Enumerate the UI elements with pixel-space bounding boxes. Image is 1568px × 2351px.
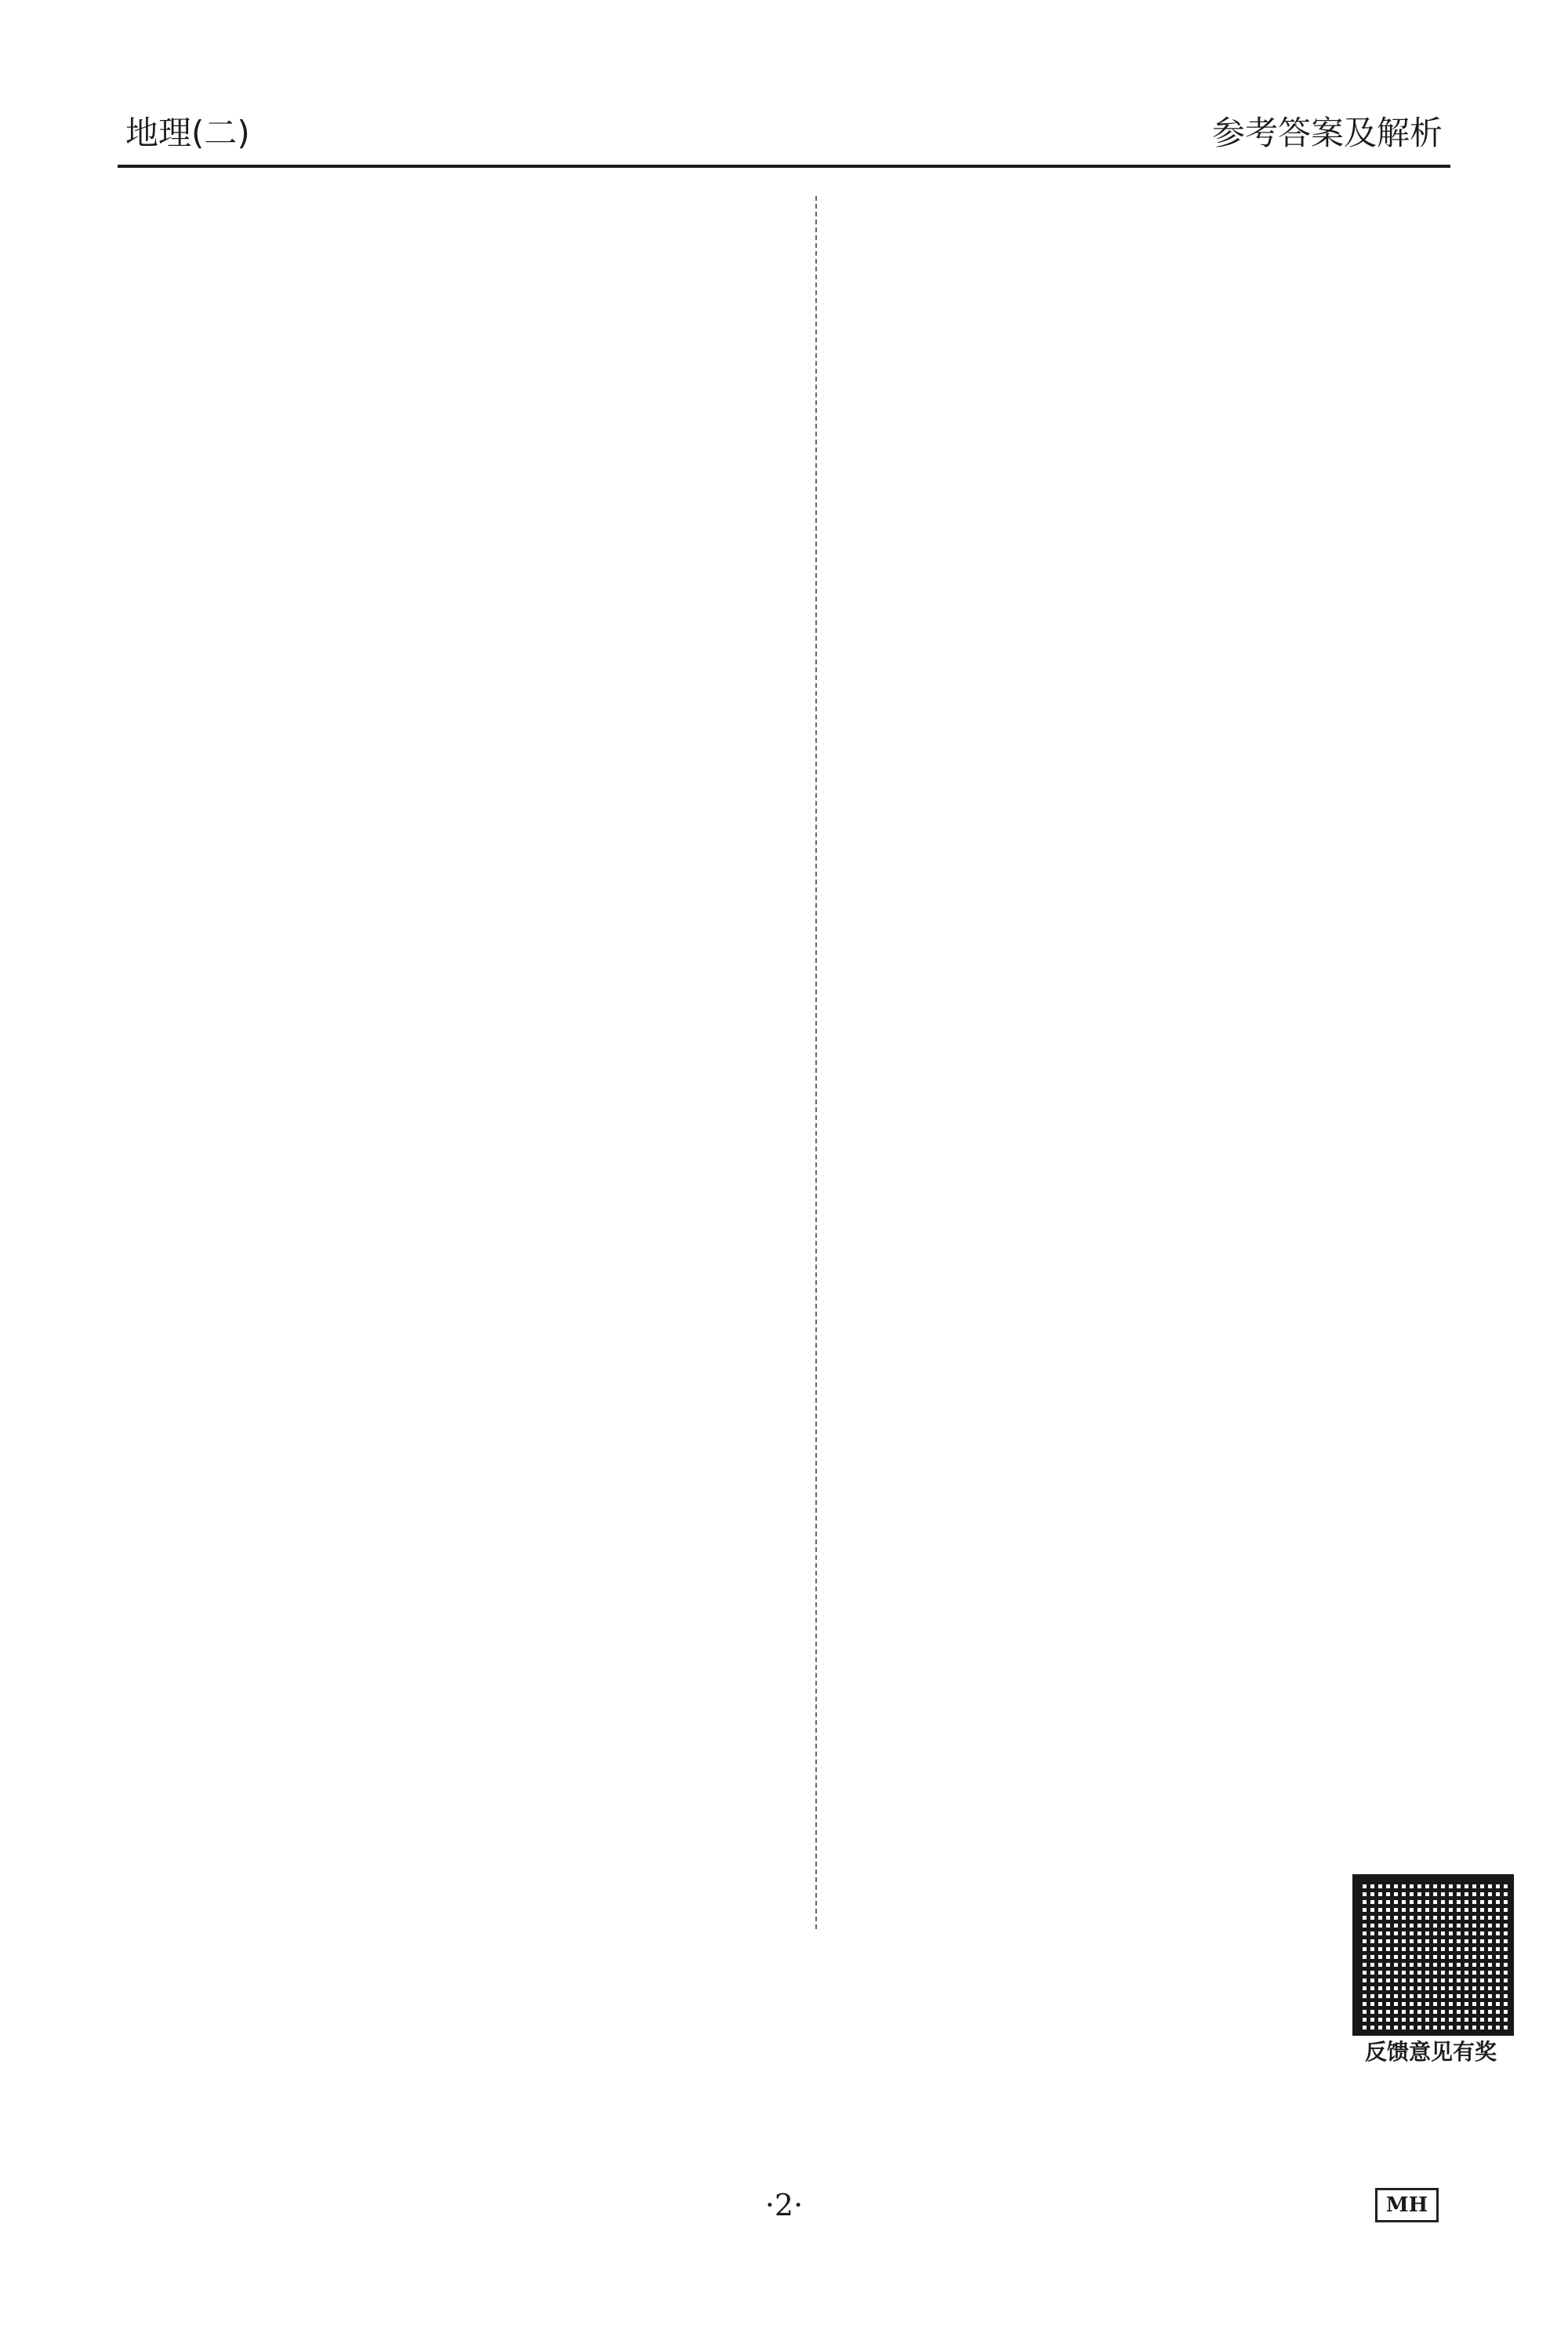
subject-label: 地理(二) bbox=[125, 114, 250, 152]
mh-badge: MH bbox=[1375, 2188, 1439, 2222]
header-rule bbox=[118, 165, 1450, 168]
left-column bbox=[133, 196, 792, 1945]
document-title: 参考答案及解析 bbox=[1211, 114, 1443, 152]
right-column bbox=[792, 196, 1435, 1945]
page-header bbox=[125, 106, 1443, 161]
qr-code[interactable] bbox=[1352, 1874, 1514, 2036]
qr-label: 反馈意见有奖 bbox=[1364, 2039, 1497, 2065]
answer-content bbox=[133, 196, 1435, 1945]
column-divider bbox=[815, 196, 817, 1929]
page-number: ·2· bbox=[764, 2188, 804, 2222]
